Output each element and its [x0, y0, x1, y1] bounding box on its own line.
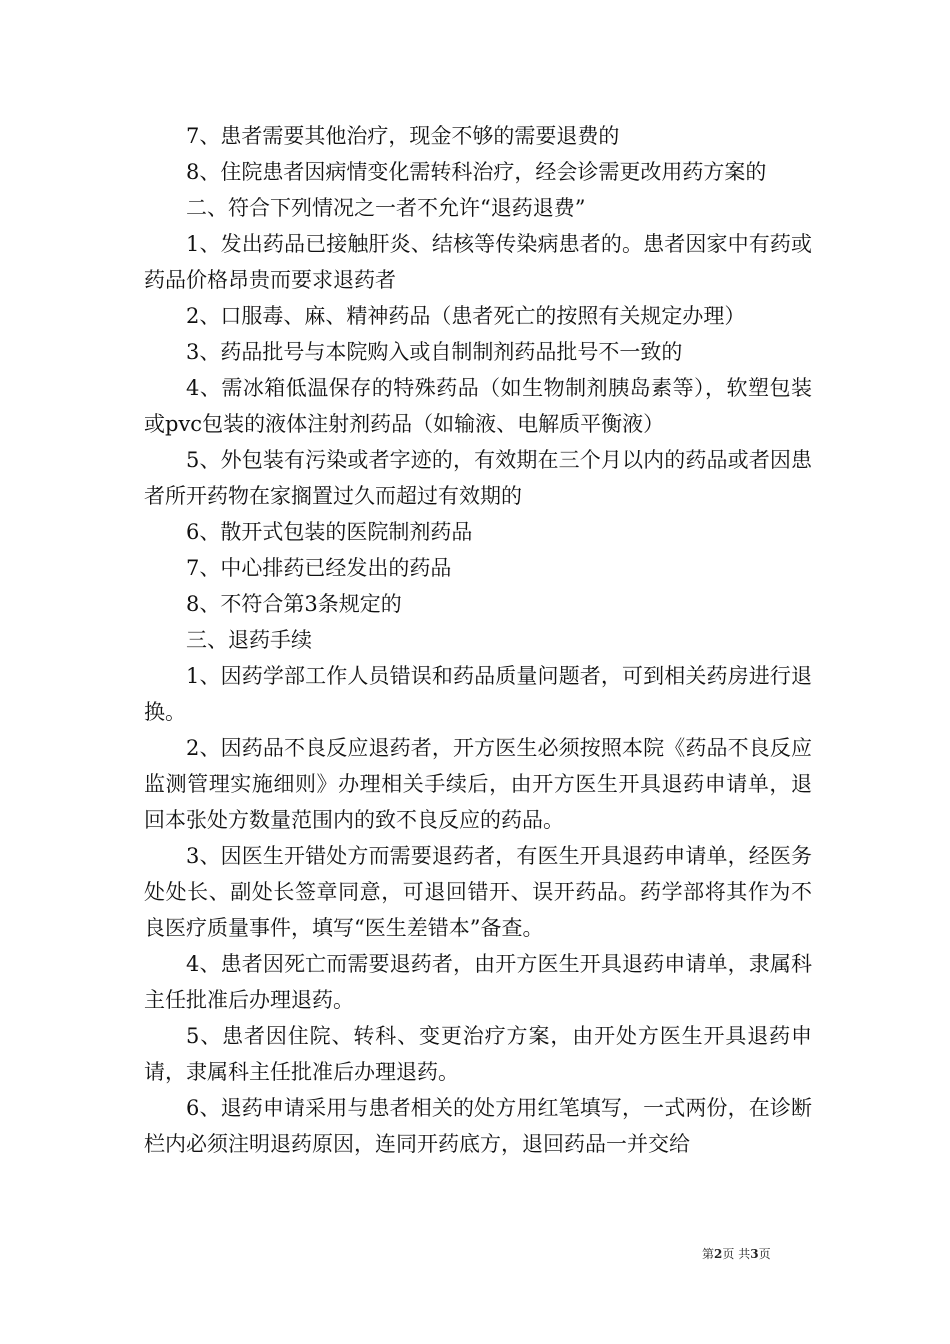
paragraph: 1、发出药品已接触肝炎、结核等传染病患者的。患者因家中有药或药品价格昂贵而要求退药者 [144, 232, 812, 292]
section-heading: 三、退药手续 [186, 628, 312, 652]
paragraph: 6、退药申请采用与患者相关的处方用红笔填写，一式两份，在诊断栏内必须注明退药原因，连同开药底方，退回药品一并交给 [144, 1096, 812, 1156]
paragraph: 1、因药学部工作人员错误和药品质量问题者，可到相关药房进行退换。 [144, 664, 812, 724]
footer-prefix: 第 [702, 1247, 715, 1261]
paragraph: 3、因医生开错处方而需要退药者，有医生开具退药申请单，经医务处处长、副处长签章同意，可退回错开、误开药品。药学部将其作为不良医疗质量事件，填写“医生差错本”备查。 [144, 844, 812, 940]
paragraph: 4、需冰箱低温保存的特殊药品（如生物制剂胰岛素等），软塑包装或pvc包装的液体注射剂药品（如输液、电解质平衡液） [144, 376, 812, 436]
paragraph: 4、患者因死亡而需要退药者，由开方医生开具退药申请单，隶属科主任批准后办理退药。 [144, 952, 812, 1012]
page-number-footer [702, 1246, 771, 1262]
footer-suffix: 页 [758, 1247, 771, 1261]
section-heading: 二、符合下列情况之一者不允许“退药退费” [186, 196, 586, 220]
paragraph: 6、散开式包装的医院制剂药品 [186, 520, 473, 544]
paragraph: 8、不符合第3条规定的 [186, 592, 402, 616]
document-body [144, 118, 812, 1162]
paragraph: 3、药品批号与本院购入或自制制剂药品批号不一致的 [186, 340, 683, 364]
paragraph: 2、因药品不良反应退药者，开方医生必须按照本院《药品不良反应监测管理实施细则》办理相关手续后，由开方医生开具退药申请单，退回本张处方数量范围内的致不良反应的药品。 [144, 736, 812, 832]
paragraph: 8、住院患者因病情变化需转科治疗，经会诊需更改用药方案的 [186, 160, 767, 184]
paragraph: 2、口服毒、麻、精神药品（患者死亡的按照有关规定办理） [186, 304, 746, 328]
paragraph: 5、患者因住院、转科、变更治疗方案，由开处方医生开具退药申请，隶属科主任批准后办理退药。 [144, 1024, 812, 1084]
paragraph: 7、患者需要其他治疗，现金不够的需要退费的 [186, 124, 620, 148]
paragraph: 7、中心排药已经发出的药品 [186, 556, 452, 580]
current-page-number: 2 [714, 1247, 723, 1261]
footer-middle: 页 共 [722, 1247, 751, 1261]
total-pages-number: 3 [750, 1247, 759, 1261]
paragraph: 5、外包装有污染或者字迹的，有效期在三个月以内的药品或者因患者所开药物在家搁置过久而超过有效期的 [144, 448, 812, 508]
